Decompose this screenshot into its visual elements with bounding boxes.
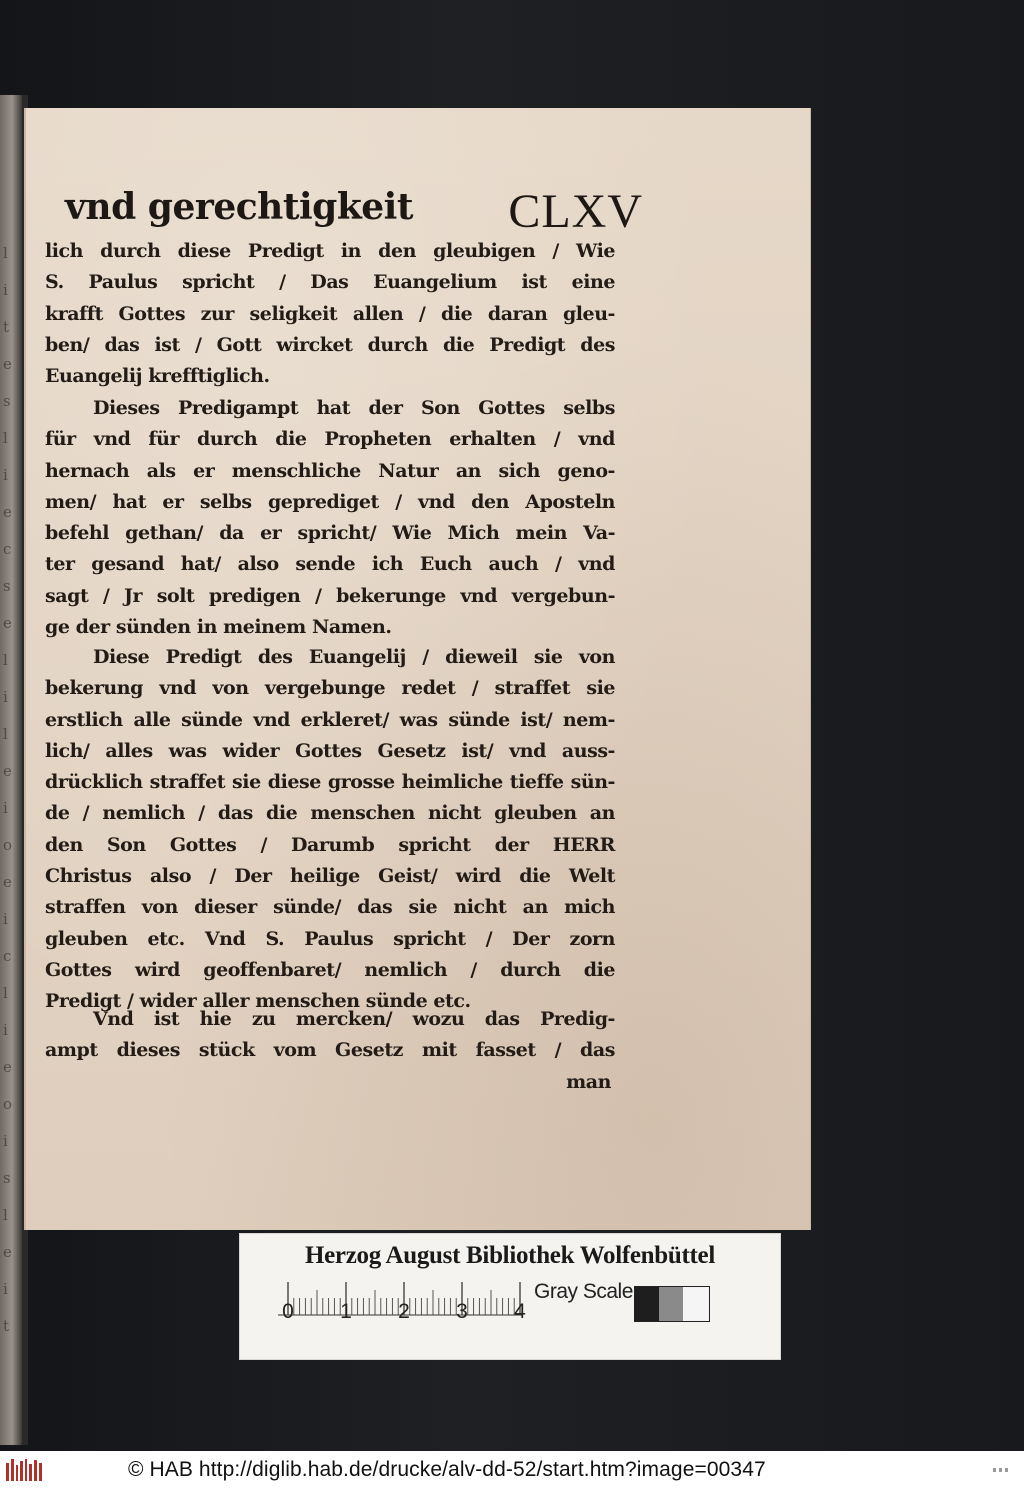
book-page	[24, 108, 811, 1230]
gray-patch-mid	[659, 1287, 683, 1321]
text-line: Predigt / wider aller menschen sünde etc.	[45, 990, 471, 1013]
text-line: sagt / Jr solt predigen / bekerunge vnd vergebun-	[45, 584, 615, 607]
text-line: ge der sünden in meinem Namen.	[45, 616, 392, 639]
text-line: ampt dieses stück vom Gesetz mit fasset / das	[45, 1039, 615, 1062]
text-line: men/ hat er selbs geprediget / vnd den Aposteln	[45, 490, 615, 513]
text-line: Euangelij krefftiglich.	[45, 365, 270, 388]
text-line: befehl gethan/ da er spricht/ Wie Mich mein Va-	[45, 522, 615, 545]
previous-page-glyphs: l i t e s l i e c s e l i l e i o e i c l i e o i s l e i t	[3, 244, 13, 1335]
text-line: Diese Predigt des Euangelij / dieweil sie von	[93, 646, 615, 668]
text-line: krafft Gottes zur seligkeit allen / die daran gleu-	[45, 302, 615, 325]
text-line: Vnd ist hie zu mercken/ wozu das Predig-	[93, 1008, 615, 1030]
previous-page-edge	[0, 95, 22, 1445]
text-line: hernach als er menschliche Natur an sich geno-	[45, 459, 615, 482]
text-line: straffen von dieser sünde/ das sie nicht an mich	[45, 896, 615, 919]
catchword: man	[566, 1070, 611, 1093]
text-line: Dieses Predigampt hat der Son Gottes selbs	[93, 397, 615, 419]
text-line: ter gesand hat/ also sende ich Euch auch / vnd	[45, 553, 615, 576]
footer-mark-icon	[993, 1466, 1015, 1474]
hab-logo-icon	[6, 1459, 44, 1483]
text-line: gleuben etc. Vnd S. Paulus spricht / Der zorn	[45, 927, 615, 950]
ruler-label-2: 2	[398, 1300, 410, 1323]
text-line: de / nemlich / das die menschen nicht gleuben an	[45, 802, 615, 825]
gray-patch-white	[683, 1287, 709, 1321]
text-line: lich/ alles was wider Gottes Gesetz ist/ vnd auss-	[45, 739, 615, 762]
text-line: den Son Gottes / Darumb spricht der HERR	[45, 833, 615, 856]
ruler-label-3: 3	[456, 1300, 468, 1323]
running-title: vnd gerechtigkeit	[65, 186, 413, 228]
folio-number: CLXV	[508, 185, 643, 238]
ruler-label-0: 0	[282, 1300, 294, 1323]
text-line: ben/ das ist / Gott wircket durch die Predigt des	[45, 333, 615, 356]
text-line: S. Paulus spricht / Das Euangelium ist eine	[45, 271, 615, 294]
text-line: Christus also / Der heilige Geist/ wird die Welt	[45, 865, 615, 888]
text-line: erstlich alle sünde vnd erkleret/ was sünde ist/ nem-	[45, 708, 615, 731]
ruler-label-1: 1	[340, 1300, 352, 1323]
text-line: drücklich straffet sie diese grosse heimliche tieffe sün-	[45, 771, 615, 794]
gray-scale-patches	[634, 1286, 710, 1322]
footer-bar	[0, 1451, 1024, 1491]
paragraph-1	[45, 236, 615, 392]
gray-patch-black	[635, 1287, 659, 1321]
ruler-label-4: 4	[514, 1300, 526, 1323]
paragraph-3	[45, 642, 615, 1018]
copyright-url-text: © HAB http://diglib.hab.de/drucke/alv-dd-52/start.htm?image=00347	[128, 1458, 766, 1481]
gray-scale-label: Gray Scale	[534, 1280, 633, 1303]
text-line: bekerung vnd von vergebunge redet / straffet sie	[45, 677, 615, 700]
color-calibration-card	[239, 1233, 781, 1360]
text-line: für vnd für durch die Propheten erhalten / vnd	[45, 428, 615, 451]
text-line: Gottes wird geoffenbaret/ nemlich / durch die	[45, 958, 615, 981]
paragraph-2	[45, 393, 615, 643]
text-line: lich durch diese Predigt in den gleubigen / Wie	[45, 240, 615, 262]
running-head	[65, 186, 643, 236]
library-name: Herzog August Bibliothek Wolfenbüttel	[304, 1242, 715, 1269]
paragraph-4	[45, 1004, 615, 1098]
